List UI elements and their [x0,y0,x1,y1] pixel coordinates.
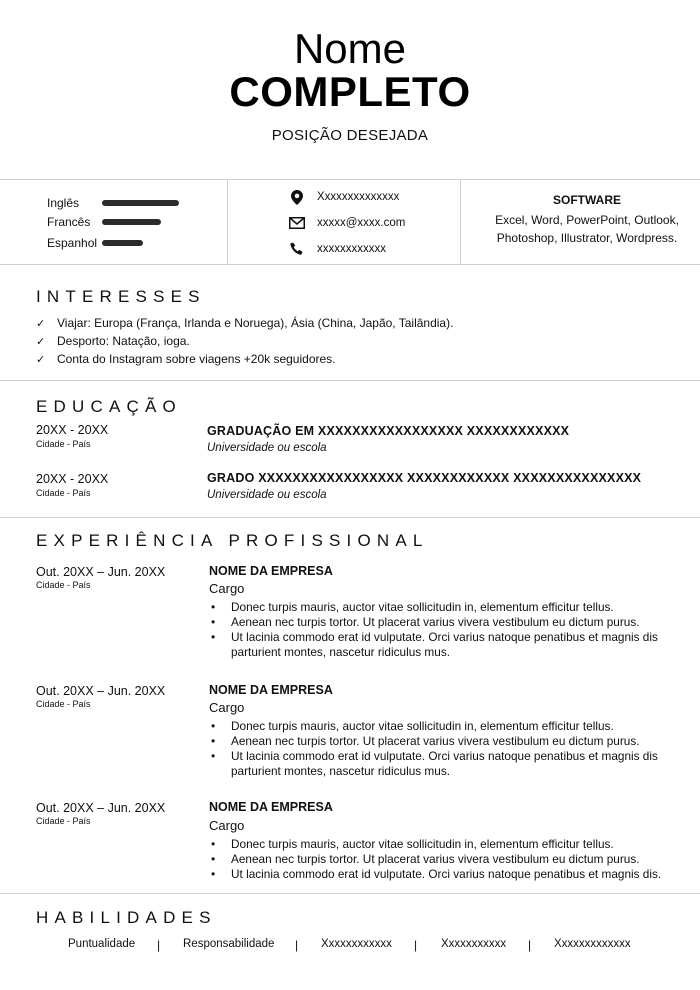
education-degree: GRADO XXXXXXXXXXXXXXXXX XXXXXXXXXXXX XXXXXXXXXXXXXXX [207,471,642,485]
language-row [47,214,161,230]
skill-item: Xxxxxxxxxxxx [321,938,392,950]
job-city: Cidade - País [36,580,91,590]
education-dates: 20XX - 20XX [36,472,109,486]
divider [0,264,700,265]
skill-separator: | [528,938,532,952]
interest-text: Desporto: Natação, ioga. [57,334,190,348]
job-bullet: • Ut lacinia commodo erat id vulputate. Orci varius natoque penatibus et magnis dis. [209,867,679,882]
interest-item [36,316,453,330]
software-line: Excel, Word, PowerPoint, Outlook, [495,213,679,227]
education-city: Cidade - País [36,439,91,449]
contact-phone-text: xxxxxxxxxxxx [317,243,386,255]
software-line: Photoshop, Illustrator, Wordpress. [496,231,678,245]
name-first: Nome [293,25,407,72]
interests-heading: INTERESSES [36,287,206,306]
job-bullet: • Aenean nec turpis tortor. Ut placerat varius vivera vestibulum eu dictum purus. [209,852,679,867]
education-school: Universidade ou escola [207,489,327,501]
job-bullet: • Donec turpis mauris, auctor vitae sollicitudin in, elementum efficitur tellus. [209,719,679,734]
envelope-icon [289,215,305,231]
job-role: Cargo [209,581,245,596]
job-bullet: • Ut lacinia commodo erat id vulputate. Orci varius natoque penatibus et magnis dis parturient montes, nascetur ridiculus mus. [209,749,679,779]
skill-separator: | [414,938,418,952]
check-icon: ✓ [36,317,46,330]
check-icon: ✓ [36,353,46,366]
job-dates: Out. 20XX – Jun. 20XX [36,801,166,815]
interest-item [36,352,336,366]
job-bullet: • Donec turpis mauris, auctor vitae sollicitudin in, elementum efficitur tellus. [209,600,679,615]
interest-item [36,334,190,348]
job-company: NOME DA EMPRESA [209,564,333,578]
divider [0,179,700,180]
divider [227,180,228,264]
skill-item: Xxxxxxxxxxxxx [554,938,631,950]
map-pin-icon [289,189,305,205]
interest-text: Conta do Instagram sobre viagens +20k seguidores. [57,352,336,366]
job-company: NOME DA EMPRESA [209,800,333,814]
job-company: NOME DA EMPRESA [209,683,333,697]
language-row [47,235,143,251]
skills-row [60,938,660,954]
divider [0,517,700,518]
job-bullet: • Aenean nec turpis tortor. Ut placerat varius vivera vestibulum eu dictum purus. [209,734,679,749]
job-bullet: • Aenean nec turpis tortor. Ut placerat varius vivera vestibulum eu dictum purus. [209,615,679,630]
language-level-bar [102,219,161,225]
interest-text: Viajar: Europa (França, Irlanda e Noruega), Ásia (China, Japão, Tailândia). [57,316,454,330]
education-degree: GRADUAÇÃO EM XXXXXXXXXXXXXXXXX XXXXXXXXXXXX [207,424,570,438]
contact-location [289,188,399,206]
job-bullets [209,837,679,882]
contact-email [289,214,405,232]
education-city: Cidade - País [36,488,91,498]
job-dates: Out. 20XX – Jun. 20XX [36,684,166,698]
phone-icon [289,241,305,257]
skill-separator: | [157,938,161,952]
divider [0,893,700,894]
language-row [47,195,179,211]
experience-heading: EXPERIÊNCIA PROFISSIONAL [36,531,429,550]
skill-item: Xxxxxxxxxxx [441,938,507,950]
job-role: Cargo [209,818,245,833]
job-dates: Out. 20XX – Jun. 20XX [36,565,166,579]
contact-phone [289,240,386,258]
education-dates: 20XX - 20XX [36,423,109,437]
job-bullets [209,719,679,779]
language-level-bar [102,200,179,206]
job-bullet: • Ut lacinia commodo erat id vulputate. Orci varius natoque penatibus et magnis dis parturient montes, nascetur ridiculus mus. [209,630,679,660]
name-last: COMPLETO [229,68,471,115]
language-level-bar [102,240,143,246]
skill-item: Responsabilidade [183,938,275,950]
desired-position: POSIÇÃO DESEJADA [271,127,429,144]
language-name: Espanhol [47,236,98,250]
contact-location-text: Xxxxxxxxxxxxxx [317,191,400,203]
skills-heading: HABILIDADES [36,908,217,927]
job-role: Cargo [209,700,245,715]
job-bullets [209,600,679,660]
divider [0,380,700,381]
check-icon: ✓ [36,335,46,348]
contact-email-text[interactable]: xxxxx@xxxx.com [317,217,406,229]
language-name: Francês [47,215,91,229]
job-city: Cidade - País [36,816,91,826]
software-title: SOFTWARE [553,193,621,207]
language-name: Inglês [47,196,80,210]
software-list [461,211,700,247]
education-heading: EDUCAÇÃO [36,397,182,416]
education-school: Universidade ou escola [207,442,327,454]
skill-separator: | [295,938,299,952]
job-bullet: • Donec turpis mauris, auctor vitae sollicitudin in, elementum efficitur tellus. [209,837,679,852]
skill-item: Puntualidade [68,938,136,950]
job-city: Cidade - País [36,699,91,709]
